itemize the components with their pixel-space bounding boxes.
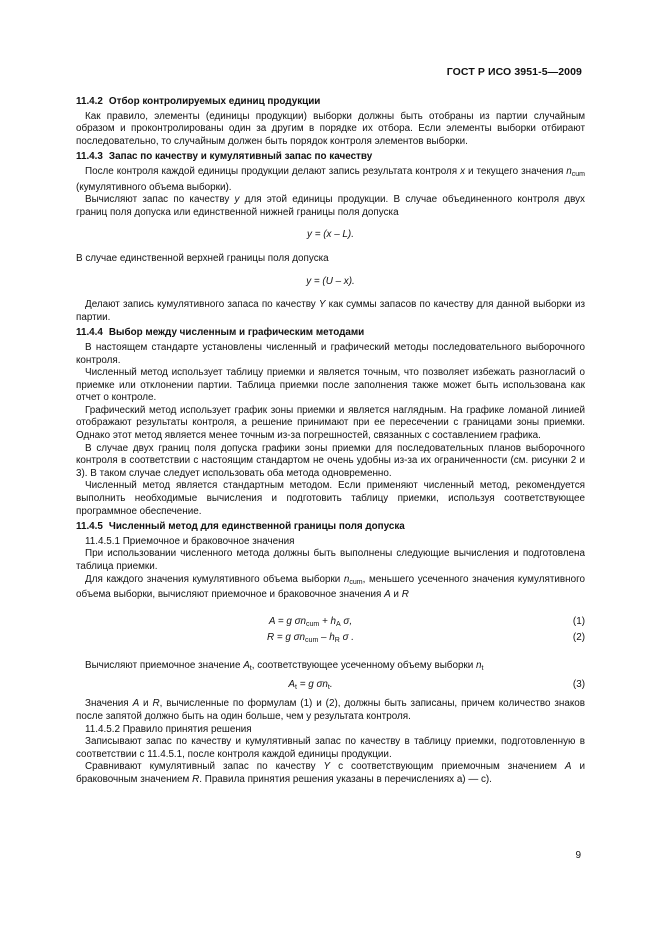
standard-header: ГОСТ Р ИСО 3951-5—2009: [446, 66, 582, 78]
section-heading-11-4-3: 11.4.3 Запас по качеству и кумулятивный запас по качеству: [76, 151, 373, 163]
paragraph: Вычисляют приемочное значение $A_t$, соответствующее усеченному объему выборки $n_t$: [85, 659, 484, 672]
formula-number: (3): [572, 679, 585, 691]
formula-2: R = g $\sigma n_{cum} - h_R$ σ . (2): [266, 631, 585, 644]
section-heading-11-4-5: 11.4.5 Численный метод для единственной границы поля допуска: [76, 521, 405, 533]
formula-number: (1): [572, 615, 585, 627]
paragraph: В случае единственной верхней границы поля допуска: [76, 252, 329, 264]
section-heading-11-4-4: 11.4.4 Выбор между численным и графическим методами: [76, 327, 365, 339]
paragraph: Графический метод использует график зоны приемки и является наглядным. На графике ломаной линией отображают результаты контроля, а решение принимают при ее пересечении с границами зоны приемки. Однако этот метод является менее точным из-за погрешностей, связанных с составлением графика.: [76, 404, 585, 442]
formula-1: A = g $\sigma n_{cum} + h_A$ σ, (1): [268, 615, 585, 628]
paragraph: При использовании численного метода должны быть выполнены следующие вычисления и подготовлена таблица приемки.: [76, 548, 585, 572]
paragraph: После контроля каждой единицы продукции делают запись результата контроля x и текущего значения $n_{cum}$ (кумулятивного объема выборки).: [76, 165, 585, 193]
document-body: [76, 93, 585, 787]
paragraph: Делают запись кумулятивного запаса по качеству Y как суммы запасов по качеству для данной выборки из партии.: [76, 299, 586, 323]
paragraph: Записывают запас по качеству и кумулятивный запас по качеству в таблицу приемки, подготовленную в соответствии с 11.4.5.1, после контроля каждой единицы продукции.: [76, 736, 585, 760]
formula-3: $A_t = g$ $\sigma n_t$. (3): [288, 679, 585, 692]
subsection-heading-11-4-5-2: 11.4.5.2 Правило принятия решения: [85, 723, 252, 735]
formula-upper-limit: y = (U – x).: [306, 275, 355, 287]
paragraph: Сравнивают кумулятивный запас по качеству Y с соответствующим приемочным значением A и браковочным значением R. Правила принятия решения указаны в перечислениях а) — с).: [76, 761, 585, 785]
section-heading-11-4-2: 11.4.2 Отбор контролируемых единиц продукции: [76, 96, 321, 107]
paragraph: Для каждого значения кумулятивного объема выборки $n_{cum}$, меньшего усеченного значения кумулятивного объема выборки, вычисляют приемочное и браковочное значения A и R: [76, 573, 585, 601]
paragraph: Численный метод является стандартным методом. Если применяют численный метод, рекомендуется выполнить необходимые вычисления и подготовить таблицу приемки, используя соответствующее программное обеспечение.: [76, 480, 585, 517]
paragraph: Численный метод использует таблицу приемки и является точным, что позволяет избежать разногласий о приемке или отклонении партии. Таблица приемки после заполнения также может быть использована как отчет о контроле.: [76, 367, 585, 404]
paragraph: В настоящем стандарте установлены численный и графический методы последовательного выборочного контроля.: [76, 341, 585, 366]
paragraph: Вычисляют запас по качеству y для этой единицы продукции. В случае объединенного контроля двух границ поля допуска или единственной нижней границы поля допуска: [76, 194, 585, 218]
paragraph: Значения A и R, вычисленные по формулам (1) и (2), должны быть записаны, причем количество знаков после запятой должно быть на один больше, чем у результата контроля.: [76, 698, 585, 722]
paragraph: Как правило, элементы (единицы продукции) выборки должны быть отобраны из партии случайным образом и проконтролированы один за другим в порядке их отбора. Если элементы выборки отбирают последовательно, то случайным должен быть порядок контроля элементов выборки.: [76, 110, 585, 147]
page-number: 9: [575, 850, 581, 861]
formula-number: (2): [572, 631, 585, 643]
formula-lower-limit: y = (x – L).: [307, 229, 354, 241]
subsection-heading-11-4-5-1: 11.4.5.1 Приемочное и браковочное значения: [85, 535, 295, 547]
paragraph: В случае двух границ поля допуска графики зоны приемки для последовательных планов выборочного контроля в соответствии с настоящим стандартом не очень удобны из-за их ограниченности (см. рисунки 2 и 3). В таком случае следует использовать оба метода одновременно.: [76, 442, 585, 479]
